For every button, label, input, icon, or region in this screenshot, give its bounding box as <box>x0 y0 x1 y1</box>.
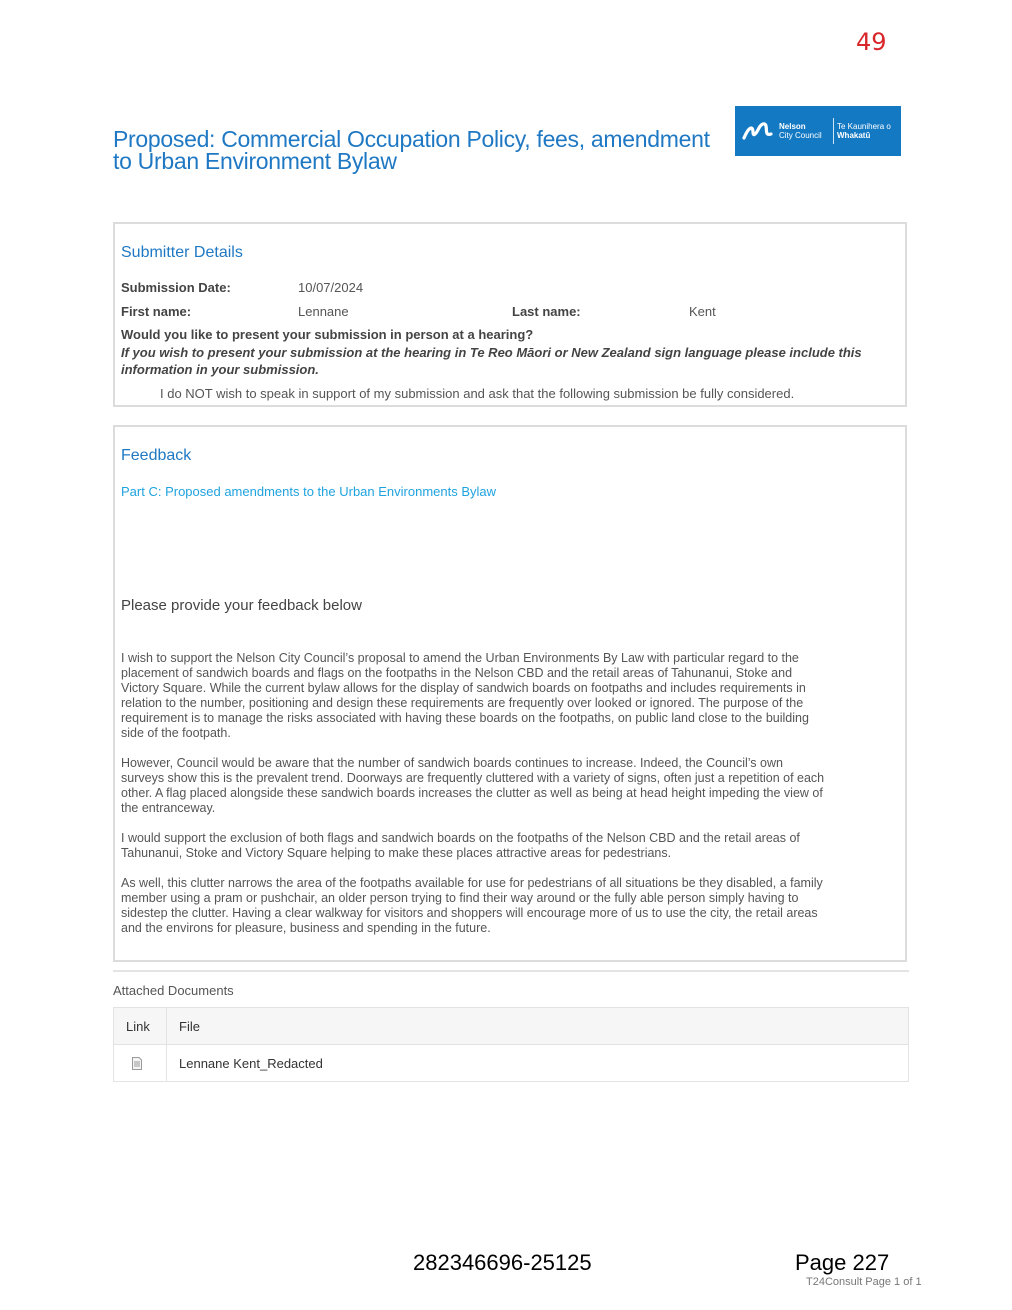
page-title: Proposed: Commercial Occupation Policy, fees, amendment to Urban Environment Bylaw <box>113 126 710 174</box>
link-column-header: Link <box>114 1008 167 1045</box>
feedback-paragraph: As well, this clutter narrows the area of the footpaths available for use for pedestrians of all situations be they disabled, a family member using a pram or pushchair, an older person trying to find their way around or the fully able person simply having to sidestep the clutter. Having a clear walkway for visitors and shoppers will encourage more of us to use the city, the retail areas and the environs for pleasure, business and spending in the future. <box>121 876 823 935</box>
attached-documents-heading: Attached Documents <box>113 983 234 998</box>
logo-left-line1: Nelson <box>779 122 806 131</box>
page-stamp-number: 49 <box>856 28 887 56</box>
feedback-text <box>121 651 829 951</box>
logo-right-line2: Whakatū <box>837 131 871 140</box>
last-name-label: Last name: <box>512 304 581 319</box>
feedback-section-title: Part C: Proposed amendments to the Urban Environments Bylaw <box>121 484 497 499</box>
feedback-paragraph: I wish to support the Nelson City Council’s proposal to amend the Urban Environments By Law with particular regard to the placement of sandwich boards and flags on the footpaths in the Nelson CBD and the retail areas of Tahunanui, Stoke and Victory Square. While the current bylaw allows for the display of sandwich boards on footpaths and includes requirements in relation to the number, positioning and design these requirements are frequently over looked or ignored. The purpose of the requirement is to manage the risks associated with having these boards on the footpaths, on public land close to the building side of the footpath. <box>121 651 809 740</box>
first-name-label: First name: <box>121 304 192 319</box>
logo-left-text <box>779 122 822 140</box>
feedback-paragraph: I would support the exclusion of both flags and sandwich boards on the footpaths of the Nelson CBD and the retail areas of Tahunanui, Stoke and Victory Square helping to make these places attractive areas for pedestrians. <box>121 831 800 860</box>
feedback-panel <box>113 425 907 962</box>
table-row <box>114 1045 909 1082</box>
logo-right-line1: Te Kaunihera o <box>837 122 891 131</box>
system-page-label: T24Consult Page 1 of 1 <box>806 1276 922 1288</box>
page-label: Page 227 <box>795 1250 890 1275</box>
submitter-details-heading: Submitter Details <box>121 244 243 261</box>
first-name-value: Lennane <box>298 304 349 319</box>
attachments-table <box>113 1007 909 1082</box>
council-logo <box>735 106 901 156</box>
document-id: 282346696-25125 <box>413 1250 592 1275</box>
document-icon[interactable] <box>132 1057 142 1070</box>
attachment-file-name[interactable]: Lennane Kent_Redacted <box>167 1045 909 1082</box>
attachments-divider <box>113 970 909 972</box>
submission-date-label: Submission Date: <box>121 280 231 295</box>
logo-divider <box>833 118 834 144</box>
file-column-header: File <box>167 1008 909 1045</box>
nelson-logo-icon <box>741 116 777 146</box>
logo-right-text <box>837 122 891 140</box>
logo-left-line2: City Council <box>779 131 822 140</box>
feedback-heading: Feedback <box>121 447 192 464</box>
hearing-question: Would you like to present your submission in person at a hearing? <box>121 327 534 342</box>
feedback-prompt: Please provide your feedback below <box>121 597 362 614</box>
hearing-answer: I do NOT wish to speak in support of my submission and ask that the following submission be fully considered. <box>160 386 795 401</box>
submitter-details-panel <box>113 222 907 407</box>
last-name-value: Kent <box>689 304 716 319</box>
feedback-paragraph: However, Council would be aware that the number of sandwich boards continues to increase. Indeed, the Council’s own surveys show this is the prevalent trend. Doorways are frequently cluttered with a variety of signs, often just a repetition of each other. A flag placed alongside these sandwich boards increases the clutter as well as being at head height impeding the view of the entranceway. <box>121 756 825 815</box>
attachments-header-row <box>114 1008 909 1045</box>
submission-date-value: 10/07/2024 <box>298 280 364 295</box>
hearing-language-note: If you wish to present your submission at the hearing in Te Reo Māori or New Zealand sign language please include this information in your submission. <box>121 345 862 377</box>
